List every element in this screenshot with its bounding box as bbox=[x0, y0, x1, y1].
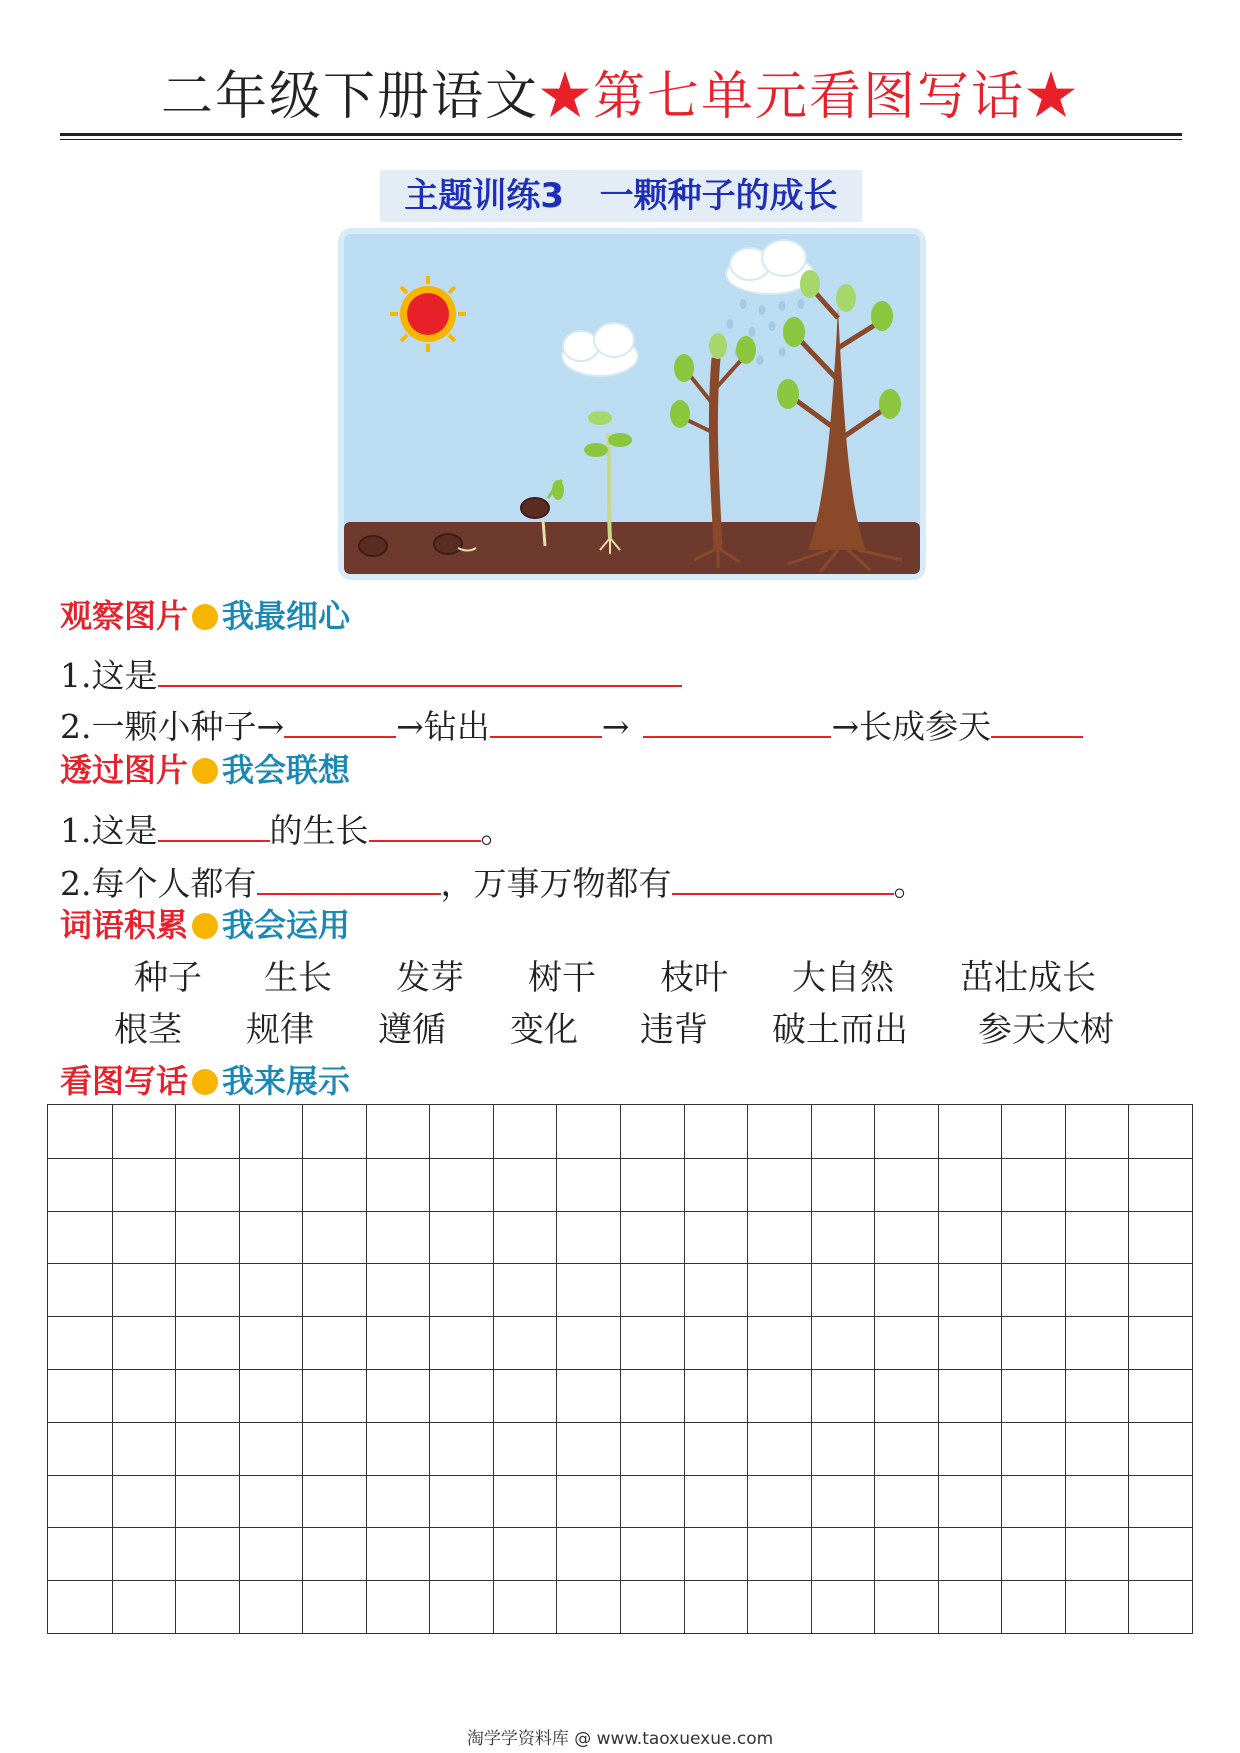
header-title-black: 二年级下册语文 bbox=[160, 67, 539, 127]
grid-row-line bbox=[48, 1158, 1192, 1159]
vocab-word: 遵循 bbox=[378, 1010, 446, 1050]
header-title-red: ★第七单元看图写话★ bbox=[539, 67, 1080, 127]
header-rule-thin bbox=[60, 139, 1182, 140]
answer-blank[interactable] bbox=[490, 696, 602, 738]
yellow-dot-icon bbox=[192, 604, 218, 630]
section-observe-title: 观察图片 我最细心 bbox=[60, 597, 351, 635]
vocab-word: 生长 bbox=[264, 958, 332, 998]
vocab-word: 破土而出 bbox=[772, 1010, 908, 1050]
vocab-word: 枝叶 bbox=[660, 958, 728, 998]
grid-row-line bbox=[48, 1211, 1192, 1212]
yellow-dot-icon bbox=[192, 913, 218, 939]
vocab-word: 发芽 bbox=[396, 958, 464, 998]
seed-growth-illustration bbox=[338, 228, 926, 580]
yellow-dot-icon bbox=[192, 758, 218, 784]
sun-icon bbox=[390, 276, 466, 352]
vocab-word: 树干 bbox=[528, 958, 596, 998]
answer-blank[interactable] bbox=[369, 800, 481, 842]
vocab-word: 违背 bbox=[640, 1010, 708, 1050]
topic-subtitle: 主题训练3 一颗种子的成长 bbox=[380, 170, 862, 222]
grid-row-line bbox=[48, 1527, 1192, 1528]
vocab-word: 大自然 bbox=[792, 958, 894, 998]
grid-row-line bbox=[48, 1475, 1192, 1476]
yellow-dot-icon bbox=[192, 1069, 218, 1095]
vocab-word: 种子 bbox=[134, 958, 202, 998]
section-vocab-title: 词语积累 我会运用 bbox=[60, 906, 351, 944]
grid-row-line bbox=[48, 1369, 1192, 1370]
header-rule-thick bbox=[60, 133, 1182, 136]
section-imagine-title: 透过图片 我会联想 bbox=[60, 751, 351, 789]
grid-row-line bbox=[48, 1422, 1192, 1423]
vocab-word: 根茎 bbox=[114, 1010, 182, 1050]
answer-blank[interactable] bbox=[284, 696, 396, 738]
vocab-word: 参天大树 bbox=[978, 1010, 1114, 1050]
vocab-word: 规律 bbox=[246, 1010, 314, 1050]
vocab-word: 变化 bbox=[510, 1010, 578, 1050]
vocab-word: 茁壮成长 bbox=[960, 958, 1096, 998]
seed-icon bbox=[359, 536, 387, 556]
grid-row-line bbox=[48, 1263, 1192, 1264]
grid-row-line bbox=[48, 1580, 1192, 1581]
writing-grid[interactable] bbox=[47, 1104, 1193, 1634]
observe-question-1: 1.这是 bbox=[60, 645, 682, 698]
imagine-question-2: 2.每个人都有 ，万事万物都有 。 bbox=[60, 853, 927, 906]
page-header bbox=[60, 62, 1180, 132]
grid-row-line bbox=[48, 1316, 1192, 1317]
footer-watermark: 淘学学资料库 @ www.taoxuexue.com bbox=[466, 1729, 774, 1749]
answer-blank[interactable] bbox=[257, 853, 441, 895]
answer-blank[interactable] bbox=[158, 800, 270, 842]
answer-blank[interactable] bbox=[643, 696, 831, 738]
answer-blank[interactable] bbox=[158, 645, 682, 687]
imagine-question-1: 1.这是 的生长 。 bbox=[60, 800, 514, 853]
seedling-seed-icon bbox=[521, 498, 549, 518]
answer-blank[interactable] bbox=[672, 853, 894, 895]
observe-question-2: 2.一颗小种子→ →钻出 → →长成参天 bbox=[60, 696, 1083, 749]
sprouting-seed-icon bbox=[434, 534, 462, 554]
section-writing-title: 看图写话 我来展示 bbox=[60, 1062, 351, 1100]
answer-blank[interactable] bbox=[991, 696, 1083, 738]
